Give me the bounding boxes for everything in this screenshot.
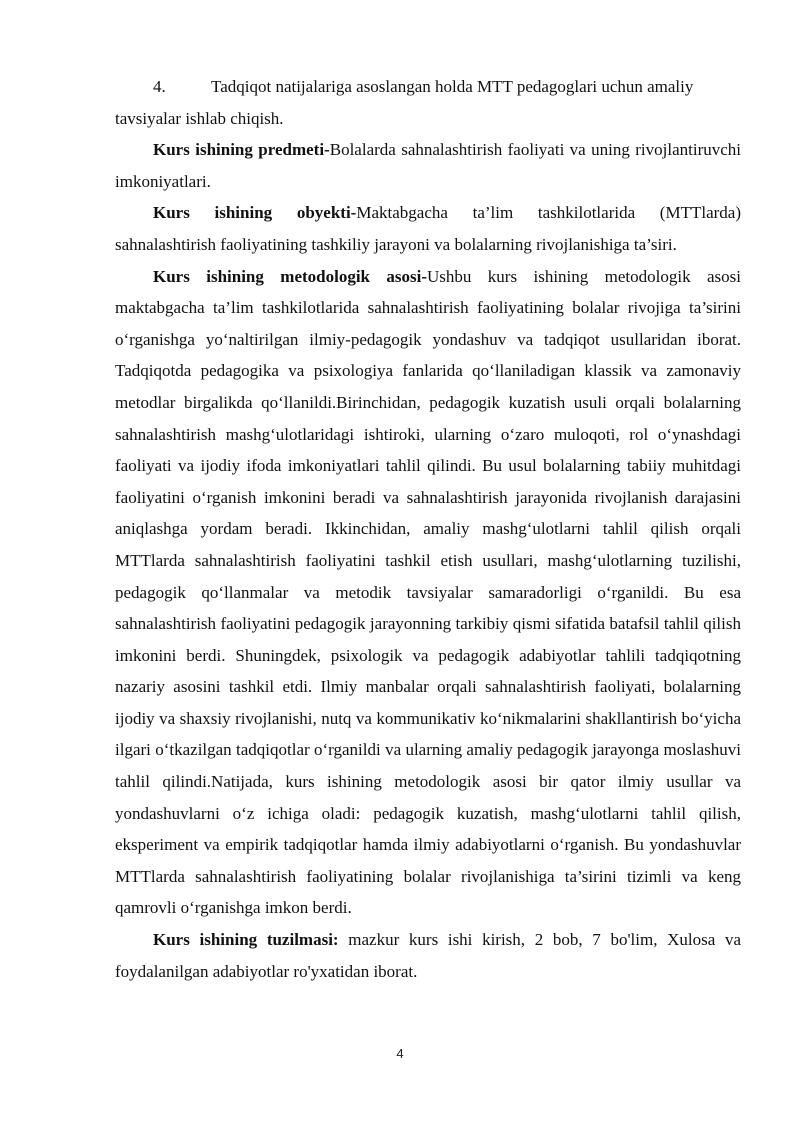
paragraph-metodologik <box>115 261 741 924</box>
paragraph-tuzilmasi <box>115 924 741 987</box>
list-item-4 <box>115 71 741 103</box>
tuzilmasi-text: mazkur kurs ishi kirish, 2 bob, 7 bo'lim, Xulosa va foydalanilgan adabiyotlar ro'yxatidan iborat. <box>115 930 741 981</box>
obyekti-text: Maktabgacha ta’lim tashkilotlarida (MTTlarda) sahnalashtirish faoliyatining tashkiliy jarayoni va bolalarning rivojlanishiga ta’siri. <box>115 203 741 254</box>
list-item-number: 4. <box>153 77 166 96</box>
list-item-text-line2: tavsiyalar ishlab chiqish. <box>115 108 284 128</box>
metodologik-text: Ushbu kurs ishining metodologik asosi maktabgacha ta’lim tashkilotlarida sahnalashtirish faoliyatining bolalar rivojiga ta’sirini o‘rganishga yo‘naltirilgan ilmiy-pedagogik yondashuv va tadqiqot usullaridan iborat. Tadqiqotda pedagogika va psixologiya fanlarida qo‘llaniladigan klassik va zamonaviy metodlar birgalikda qo‘llanildi.Birinchidan, pedagogik kuzatish usuli orqali bolalarning sahnalashtirish mashg‘ulotlaridagi ishtiroki, ularning o‘zaro muloqoti, rol o‘ynashdagi faoliyati va ijodiy ifoda imkoniyatlari tahlil qilindi. Bu usul bolalarning tabiiy muhitdagi faoliyatini o‘rganish imkonini beradi va sahnalashtirish jarayonida rivojlanish darajasini aniqlashga yordam beradi. Ikkinchidan, amaliy mashg‘ulotlarni tahlil qilish orqali MTTlarda sahnalashtirish faoliyatini tashkil etish usullari, mashg‘ulotlarning tuzilishi, pedagogik qo‘llanmalar va metodik tavsiyalar samaradorligi o‘rganildi. Bu esa sahnalashtirish faoliyatini pedagogik jarayonning tarkibiy qismi sifatida batafsil tahlil qilish imkonini berdi. Shuningdek, psixologik va pedagogik adabiyotlar tahlili tadqiqotning nazariy asosini tashkil etdi. Ilmiy manbalar orqali sahnalashtirish faoliyati, bolalarning ijodiy va shaxsiy rivojlanishi, nutq va kommunikativ ko‘nikmalarini shakllantirish bo‘yicha ilgari o‘tkazilgan tadqiqotlar o‘rganildi va ularning amaliy pedagogik jarayonga moslashuvi tahlil qilindi.Natijada, kurs ishining metodologik asosi bir qator ilmiy usullar va yondashuvlarni o‘z ichiga oladi: pedagogik kuzatish, mashg‘ulotlarni tahlil qilish, eksperiment va empirik tadqiqotlar hamda ilmiy adabiyotlarni o‘rganish. Bu yondashuvlar MTTlarda sahnalashtirish faoliyatining bolalar rivojlanishiga ta’sirini tizimli va keng qamrovli o‘rganishga imkon berdi. <box>115 266 741 918</box>
predmeti-label: Kurs ishining predmeti- <box>153 140 330 160</box>
paragraph-obyekti <box>115 197 741 260</box>
paragraph-predmeti <box>115 134 741 197</box>
body-text <box>115 71 741 987</box>
list-item-text-line1: Tadqiqot natijalariga asoslangan holda MTT pedagoglari uchun amaliy <box>211 77 694 96</box>
page-number: 4 <box>396 1046 404 1061</box>
metodologik-label: Kurs ishining metodologik asosi- <box>153 266 428 286</box>
predmeti-text: Bolalarda sahnalashtirish faoliyati va uning rivojlantiruvchi imkoniyatlari. <box>115 140 741 191</box>
tuzilmasi-label: Kurs ishining tuzilmasi: <box>153 930 339 950</box>
obyekti-label: Kurs ishining obyekti- <box>153 203 357 223</box>
